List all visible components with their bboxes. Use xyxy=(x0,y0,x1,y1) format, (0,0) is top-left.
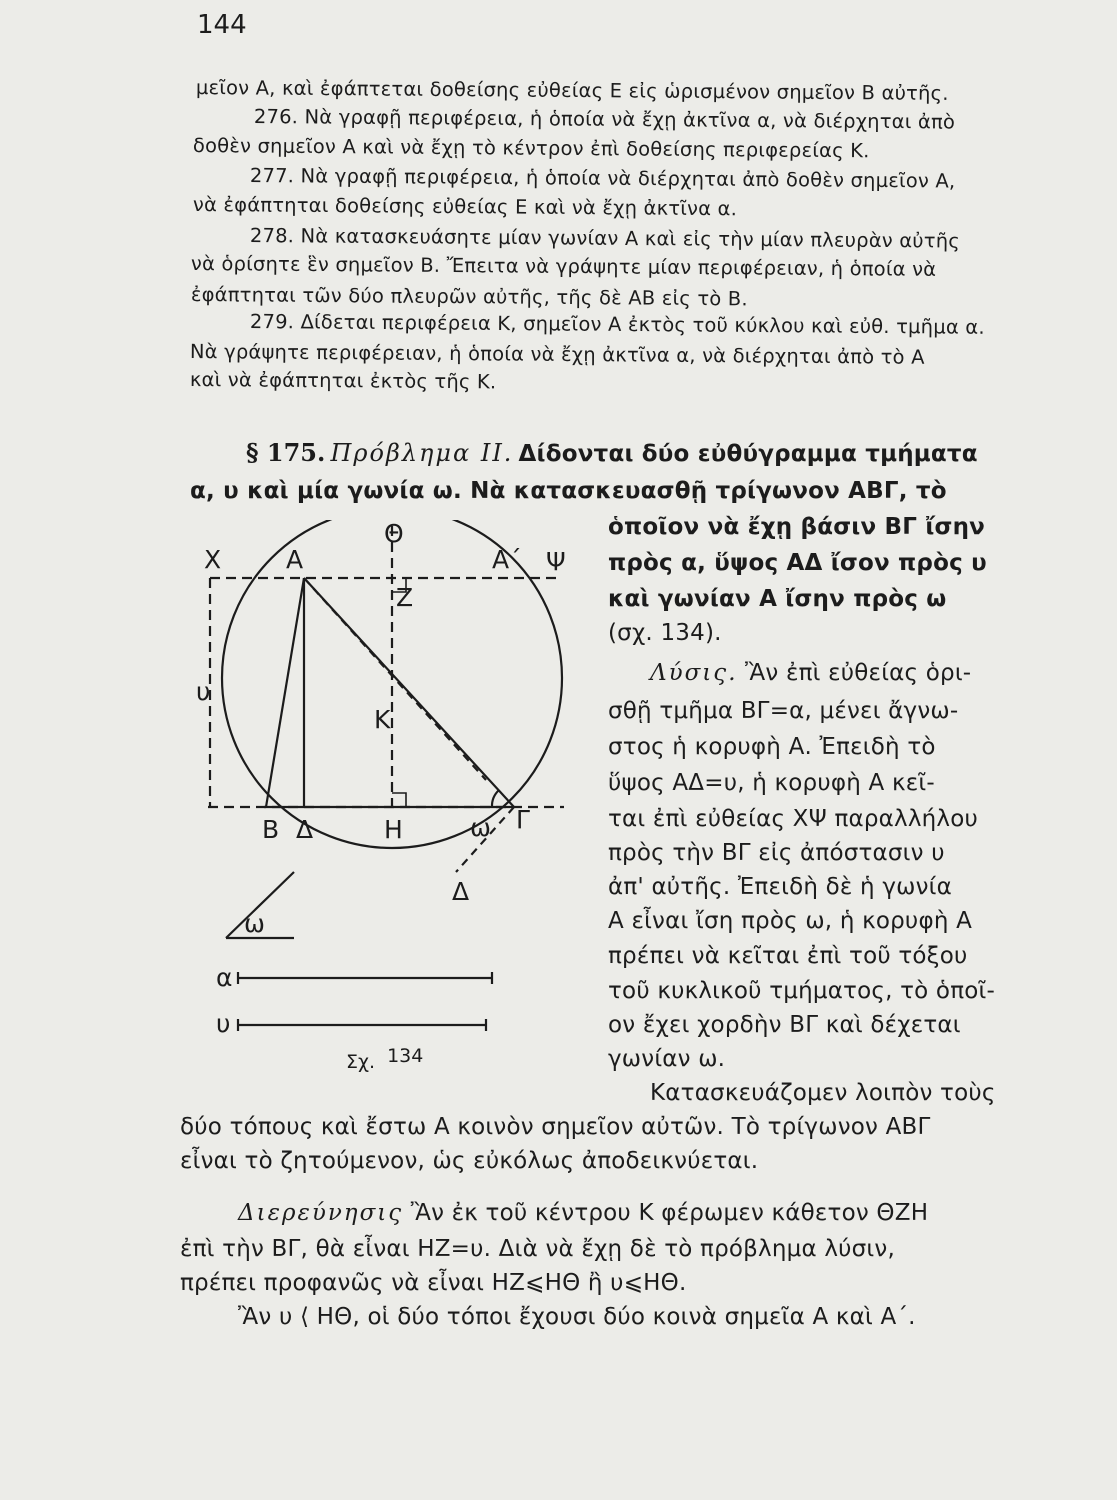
solution-line: πρὸς τὴν ΒΓ εἰς ἀπόστασιν υ xyxy=(608,840,945,866)
solution-text: Ἂν ἐπὶ εὐθείας ὁρι- xyxy=(745,660,972,686)
exercise-line: Νὰ γράψητε περιφέρειαν, ἡ ὁποία νὰ ἔχῃ ἀκτῖνα α, νὰ διέρχηται ἀπὸ τὸ Α xyxy=(189,340,925,369)
label-k: Κ xyxy=(374,705,391,734)
solution-line: ον ἔχει χορδὴν ΒΓ καὶ δέχεται xyxy=(608,1012,961,1038)
exercise-line: νὰ ὁρίσητε ἓν σημεῖον Β. Ἔπειτα νὰ γράψητε μίαν περιφέρειαν, ἡ ὁποία νὰ xyxy=(190,252,937,281)
angle-omega-arc xyxy=(492,790,499,807)
discussion-line xyxy=(238,1200,928,1226)
solution-line: γωνίαν ω. xyxy=(608,1046,726,1072)
exercise-line: καὶ νὰ ἐφάπτηται ἐκτὸς τῆς Κ. xyxy=(189,368,497,394)
problem-statement: καὶ γωνίαν Α ἴσην πρὸς ω xyxy=(608,586,947,612)
solution-line: ἀπ' αὐτῆς. Ἐπειδὴ δὲ ἡ γωνία xyxy=(608,874,952,900)
exercise-line: 278. Νὰ κατασκευάσητε μίαν γωνίαν Α καὶ εἰς τὴν μίαν πλευρὰν αὐτῆς xyxy=(249,224,961,253)
problem-statement: πρὸς α, ὕψος ΑΔ ἴσον πρὸς υ xyxy=(608,550,987,576)
page-number: 144 xyxy=(197,10,247,40)
figure-caption-number: 134 xyxy=(387,1045,424,1067)
solution-line: Κατασκευάζομεν λοιπὸν τοὺς xyxy=(650,1080,996,1106)
right-angle-mark-h xyxy=(392,793,406,807)
label-omega-small: ω xyxy=(244,909,265,938)
problem-heading xyxy=(246,438,978,467)
problem-statement: α, υ καὶ μία γωνία ω. Νὰ κατασκευασθῇ τρίγωνον ΑΒΓ, τὸ xyxy=(190,478,947,504)
exercise-line: ἐφάπτηται τῶν δύο πλευρῶν αὐτῆς, τῆς δὲ ΑΒ εἰς τὸ Β. xyxy=(190,283,748,311)
exercise-line: δοθὲν σημεῖον Α καὶ νὰ ἔχῃ τὸ κέντρον ἐπὶ δοθείσης περιφερείας Κ. xyxy=(192,134,870,163)
label-delta-prime: Δ xyxy=(452,877,470,906)
discussion-line: πρέπει προφανῶς νὰ εἶναι ΗΖ⩽ΗΘ ἢ υ⩽ΗΘ. xyxy=(180,1270,687,1296)
solution-line: δύο τόπους καὶ ἔστω Α κοινὸν σημεῖον αὐτῶν. Τὸ τρίγωνον ΑΒΓ xyxy=(180,1114,931,1140)
problem-statement: Δίδονται δύο εὐθύγραμμα τμήματα xyxy=(518,441,978,467)
exercise-line: μεῖον Α, καὶ ἐφάπτεται δοθείσης εὐθείας Ε εἰς ὡρισμένον σημεῖον Β αὐτῆς. xyxy=(195,76,949,105)
discussion-line: Ἂν υ ⟨ ΗΘ, οἱ δύο τόποι ἔχουσι δύο κοινὰ σημεῖα Α καὶ Α΄. xyxy=(238,1304,916,1330)
exercise-line: 277. Νὰ γραφῇ περιφέρεια, ἡ ὁποία νὰ διέρχηται ἀπὸ δοθὲν σημεῖον Α, xyxy=(249,164,956,193)
problem-title: Πρόβλημα ΙΙ. xyxy=(330,439,514,467)
label-psi: Ψ xyxy=(546,547,566,576)
label-upsilon: υ xyxy=(196,677,211,706)
discussion-label: Διερεύνησις xyxy=(238,1200,404,1226)
label-b: Β xyxy=(262,815,280,844)
label-alpha: α xyxy=(216,963,233,992)
figure-134 xyxy=(196,520,596,1080)
label-h: Η xyxy=(384,815,403,844)
figure-caption xyxy=(346,1045,423,1073)
label-delta: Δ xyxy=(296,815,314,844)
label-a: Α xyxy=(286,545,304,574)
solution-line: ὕψος ΑΔ=υ, ἡ κορυφὴ Α κεῖ- xyxy=(608,770,935,796)
side-ab xyxy=(266,578,304,807)
solution-label: Λύσις. xyxy=(650,660,738,686)
figure-caption-prefix: Σχ. xyxy=(346,1051,376,1073)
geometry-diagram xyxy=(196,520,596,1080)
problem-statement: ὁποῖον νὰ ἔχῃ βάσιν ΒΓ ἴσην xyxy=(608,514,986,540)
exercise-line: 279. Δίδεται περιφέρεια Κ, σημεῖον Α ἐκτὸς τοῦ κύκλου καὶ εὐθ. τμῆμα α. xyxy=(249,310,985,339)
discussion-text: Ἂν ἐκ τοῦ κέντρου Κ φέρωμεν κάθετον ΘΖΗ xyxy=(410,1200,929,1226)
solution-line: πρέπει νὰ κεῖται ἐπὶ τοῦ τόξου xyxy=(608,943,968,969)
label-upsilon-small: υ xyxy=(216,1009,231,1038)
label-z: Ζ xyxy=(396,583,414,612)
label-x: Χ xyxy=(204,545,222,574)
solution-line: Α εἶναι ἴση πρὸς ω, ἡ κορυφὴ Α xyxy=(608,908,973,934)
label-omega: ω xyxy=(470,813,491,842)
solution-line: εἶναι τὸ ζητούμενον, ὡς εὐκόλως ἀποδεικνύεται. xyxy=(180,1148,759,1174)
solution-line: τοῦ κυκλικοῦ τμήματος, τὸ ὁποῖ- xyxy=(608,978,995,1004)
label-theta: Θ xyxy=(384,520,404,548)
section-number: § 175. xyxy=(246,438,326,467)
solution-line xyxy=(650,660,971,686)
exercise-line: 276. Νὰ γραφῇ περιφέρεια, ἡ ὁποία νὰ ἔχῃ ἀκτῖνα α, νὰ διέρχηται ἀπὸ xyxy=(253,105,956,134)
exercise-line: νὰ ἐφάπτηται δοθείσης εὐθείας Ε καὶ νὰ ἔχῃ ἀκτῖνα α. xyxy=(192,193,738,221)
solution-line: σθῇ τμῆμα ΒΓ=α, μένει ἄγνω- xyxy=(608,698,959,724)
solution-line: στος ἡ κορυφὴ Α. Ἐπειδὴ τὸ xyxy=(608,734,936,760)
label-a-prime: Α΄ xyxy=(492,545,522,574)
solution-line: ται ἐπὶ εὐθείας ΧΨ παραλλήλου xyxy=(608,806,979,832)
problem-statement: (σχ. 134). xyxy=(608,620,722,646)
discussion-line: ἐπὶ τὴν ΒΓ, θὰ εἶναι ΗΖ=υ. Διὰ νὰ ἔχῃ δὲ τὸ πρόβλημα λύσιν, xyxy=(180,1236,895,1262)
label-gamma: Γ xyxy=(516,805,530,834)
